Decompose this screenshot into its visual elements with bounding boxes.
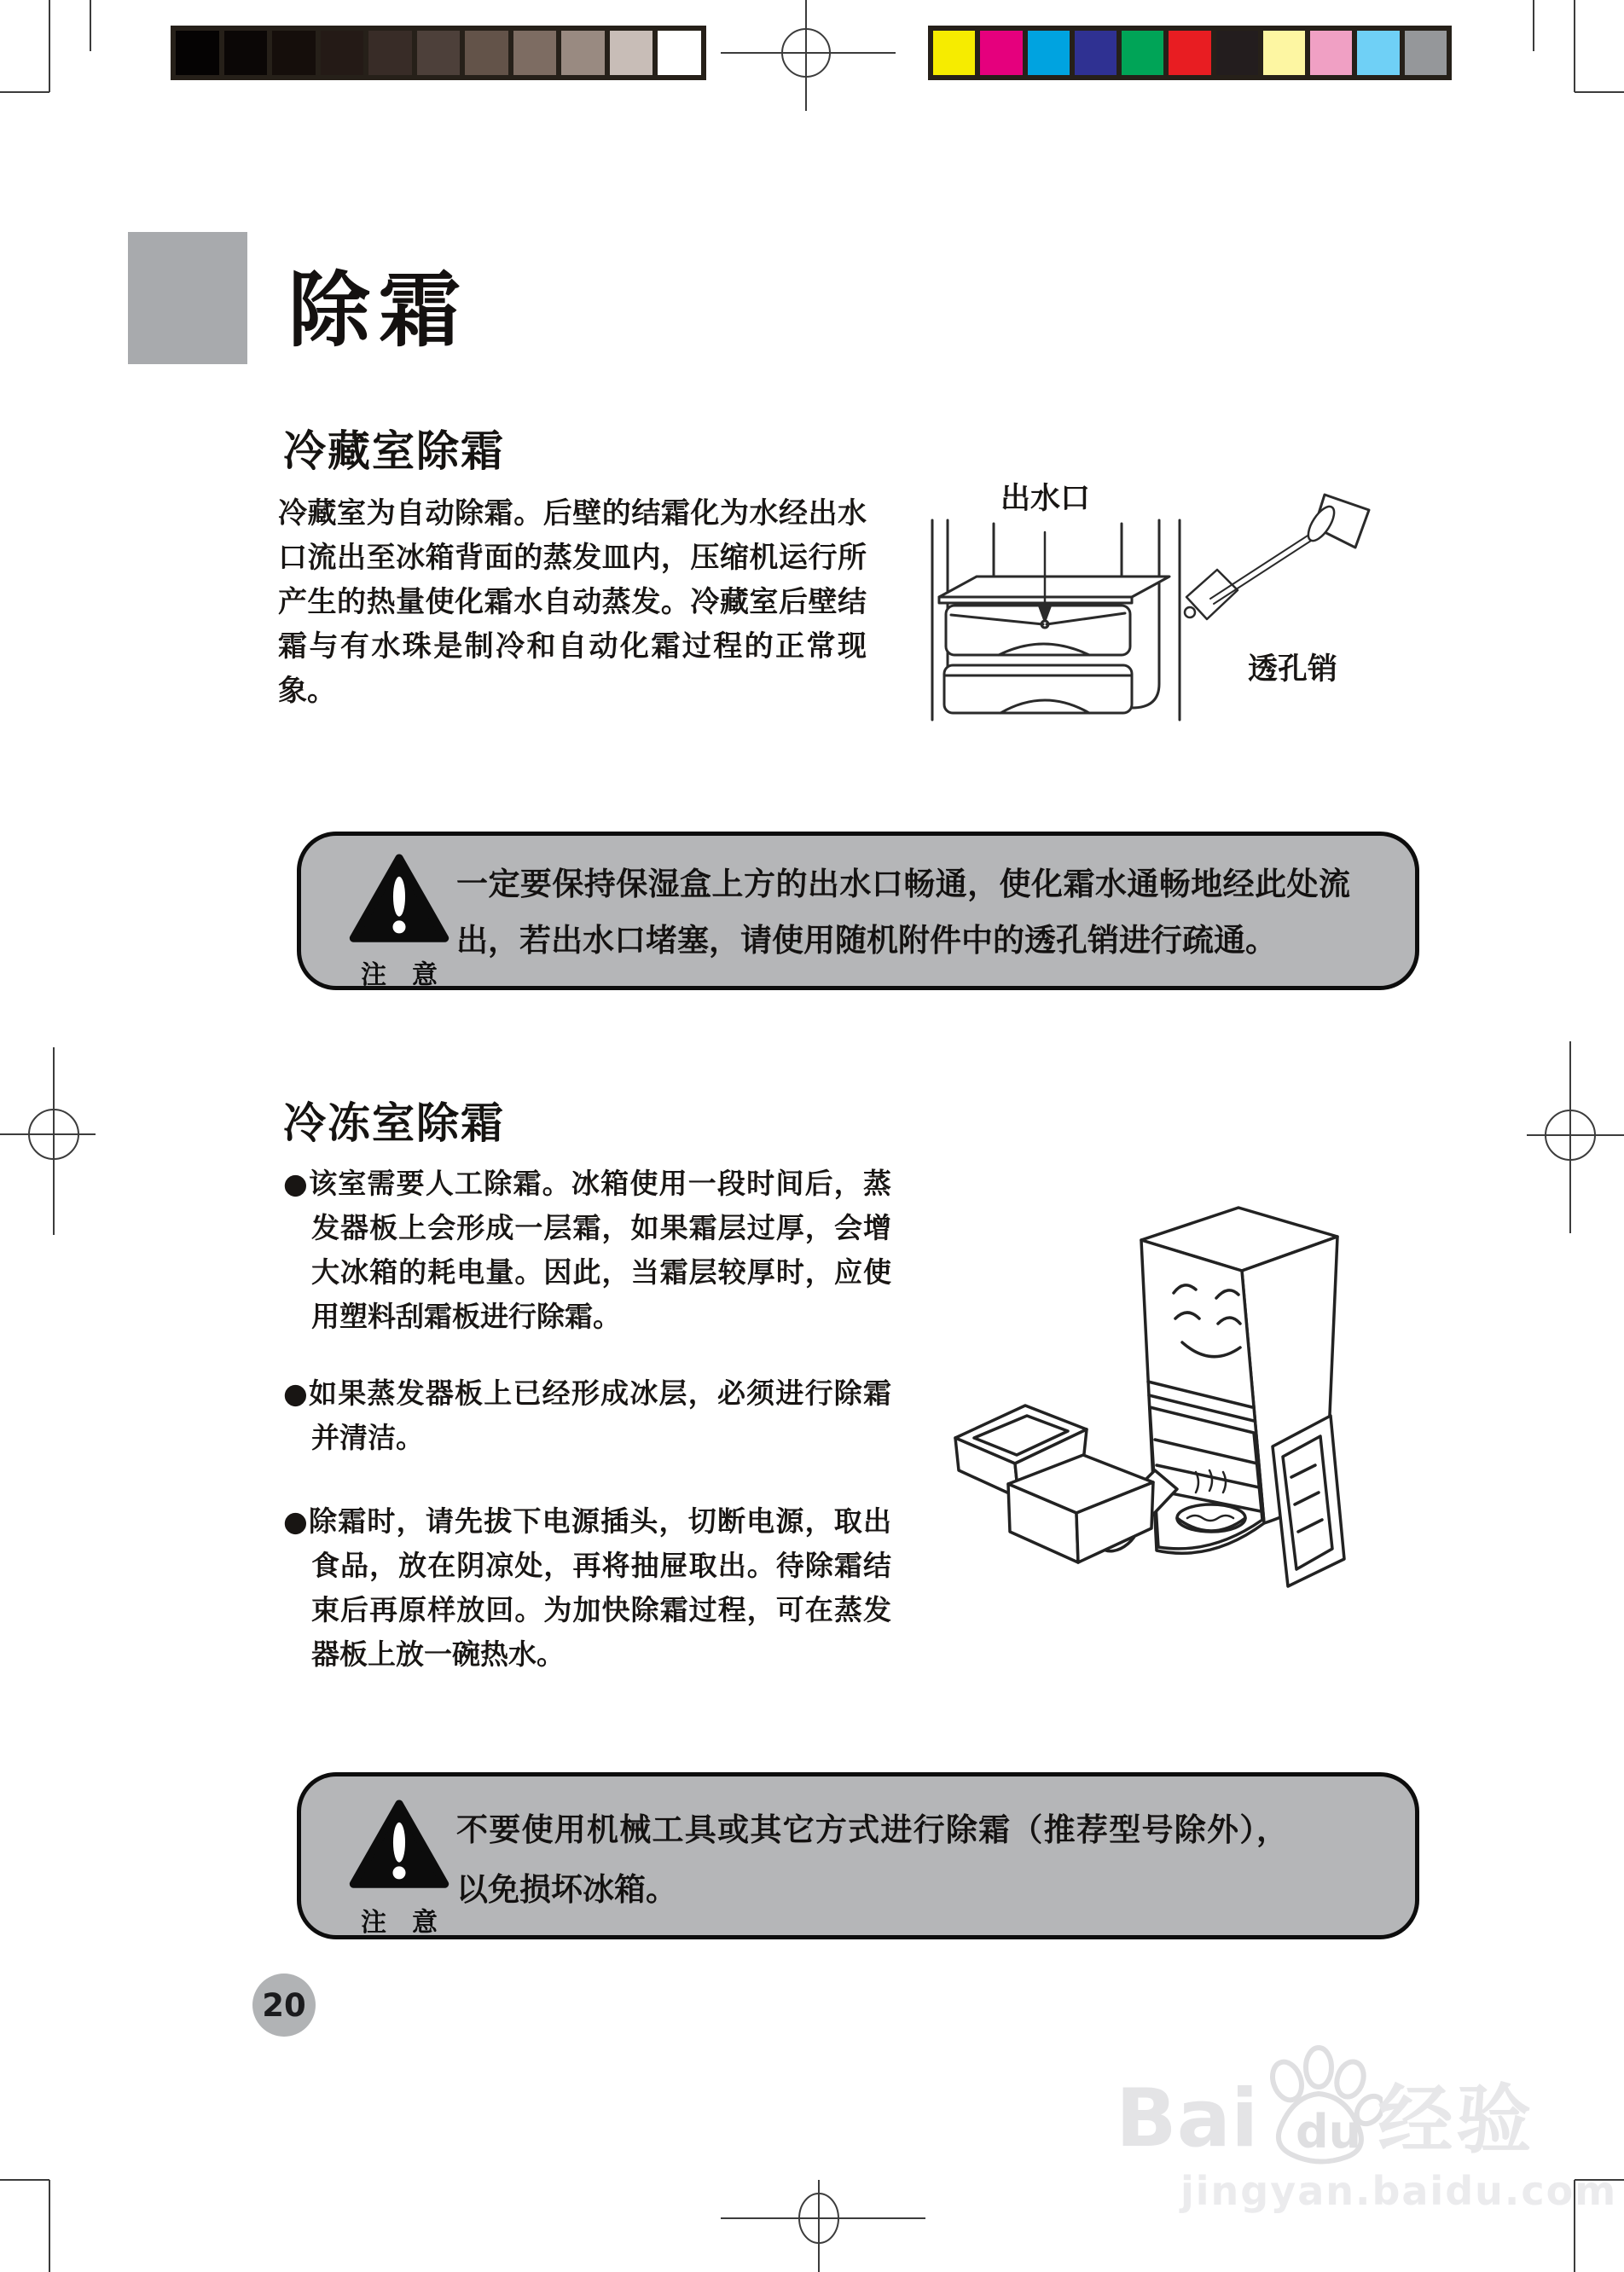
calibration-swatch bbox=[272, 31, 316, 75]
watermark-url: jingyan.baidu.com bbox=[1180, 2168, 1618, 2214]
fridge-section-paragraph: 冷藏室为自动除霜。后壁的结霜化为水经出水口流出至冰箱背面的蒸发皿内，压缩机运行所产生的热量使化霜水自动蒸发。冷藏室后壁结霜与有水珠是制冷和自动化霜过程的正常现象。 bbox=[278, 496, 867, 708]
calibration-swatch bbox=[417, 31, 461, 75]
page-number-badge bbox=[252, 1974, 316, 2037]
grayscale-calibration-bar bbox=[171, 26, 706, 80]
baidu-paw-icon bbox=[1255, 2045, 1383, 2165]
page-title: 除霜 bbox=[288, 263, 469, 358]
water-outlet-diagram bbox=[917, 471, 1382, 727]
calibration-swatch bbox=[1357, 31, 1399, 75]
vent-pin-drawing bbox=[1185, 495, 1369, 619]
removed-drawers bbox=[955, 1406, 1153, 1562]
calibration-swatch bbox=[224, 31, 268, 75]
calibration-swatch bbox=[1310, 31, 1352, 75]
notice-box-mechanical bbox=[297, 1772, 1419, 1939]
freezer-bullet-list bbox=[283, 1162, 891, 1709]
chapter-title-block bbox=[128, 232, 247, 364]
calibration-swatch bbox=[610, 31, 653, 75]
calibration-swatch bbox=[933, 31, 975, 75]
calibration-swatch bbox=[1122, 31, 1163, 75]
calibration-swatch bbox=[980, 31, 1022, 75]
calibration-swatch bbox=[176, 31, 219, 75]
fridge-interior-drawing bbox=[932, 520, 1180, 720]
list-item: ●该室需要人工除霜。冰箱使用一段时间后，蒸发器板上会形成一层霜，如果霜层过厚，会增大冰箱的耗电量。因此，当霜层较厚时，应使用塑料刮霜板进行除霜。 bbox=[283, 1167, 891, 1333]
calibration-swatch bbox=[321, 31, 364, 75]
section-heading-freezer: 冷冻室除霜 bbox=[283, 1098, 505, 1148]
crosshair-right-middle bbox=[1527, 1041, 1624, 1233]
list-item: ●除霜时，请先拔下电源插头，切断电源，取出食品，放在阴凉处，再将抽屉取出。待除霜结束后再原样放回。为加快除霜过程，可在蒸发器板上放一碗热水。 bbox=[283, 1504, 891, 1671]
calibration-swatch bbox=[1263, 31, 1305, 75]
calibration-swatch bbox=[1405, 31, 1447, 75]
calibration-swatch bbox=[465, 31, 508, 75]
crosshair-bottom-center bbox=[721, 2180, 925, 2272]
notice-text: 不要使用机械工具或其它方式进行除霜（推荐型号除外），以免损坏冰箱。 bbox=[456, 1811, 1288, 1908]
calibration-swatch bbox=[561, 31, 605, 75]
crosshair-top-center bbox=[721, 0, 896, 111]
warning-triangle-icon bbox=[347, 853, 451, 947]
calibration-swatch bbox=[513, 31, 557, 75]
section-heading-fridge: 冷藏室除霜 bbox=[283, 426, 505, 476]
calibration-swatch bbox=[1075, 31, 1116, 75]
calibration-swatch bbox=[658, 31, 701, 75]
defrost-cartoon-illustration bbox=[930, 1184, 1390, 1597]
color-calibration-bar bbox=[928, 26, 1452, 80]
watermark-du-text: du bbox=[1296, 2105, 1362, 2159]
notice-text: 一定要保持保湿盒上方的出水口畅通，使化霜水通畅地经此处流出，若出水口堵塞，请使用随机附件中的透孔销进行疏通。 bbox=[456, 866, 1350, 959]
calibration-swatch bbox=[1028, 31, 1070, 75]
watermark-bai-text: Bai bbox=[1116, 2072, 1259, 2166]
notice-label: 注 意 bbox=[361, 1908, 438, 1938]
list-item: ●如果蒸发器板上已经形成冰层，必须进行除霜并清洁。 bbox=[283, 1377, 891, 1454]
page-number: 20 bbox=[262, 1986, 306, 2024]
calibration-swatch bbox=[1216, 31, 1258, 75]
crosshair-left-middle bbox=[0, 1047, 96, 1235]
calibration-swatch bbox=[368, 31, 412, 75]
calibration-swatch bbox=[1169, 31, 1210, 75]
warning-triangle-icon bbox=[347, 1799, 451, 1892]
notice-box-outlet bbox=[297, 832, 1419, 990]
notice-label: 注 意 bbox=[361, 960, 438, 990]
outlet-label: 出水口 bbox=[1000, 482, 1091, 516]
open-freezer-door bbox=[1273, 1416, 1344, 1586]
watermark-jingyan-text: 经验 bbox=[1378, 2076, 1535, 2165]
pin-label: 透孔销 bbox=[1248, 652, 1338, 687]
baidu-jingyan-watermark bbox=[1116, 2045, 1617, 2214]
